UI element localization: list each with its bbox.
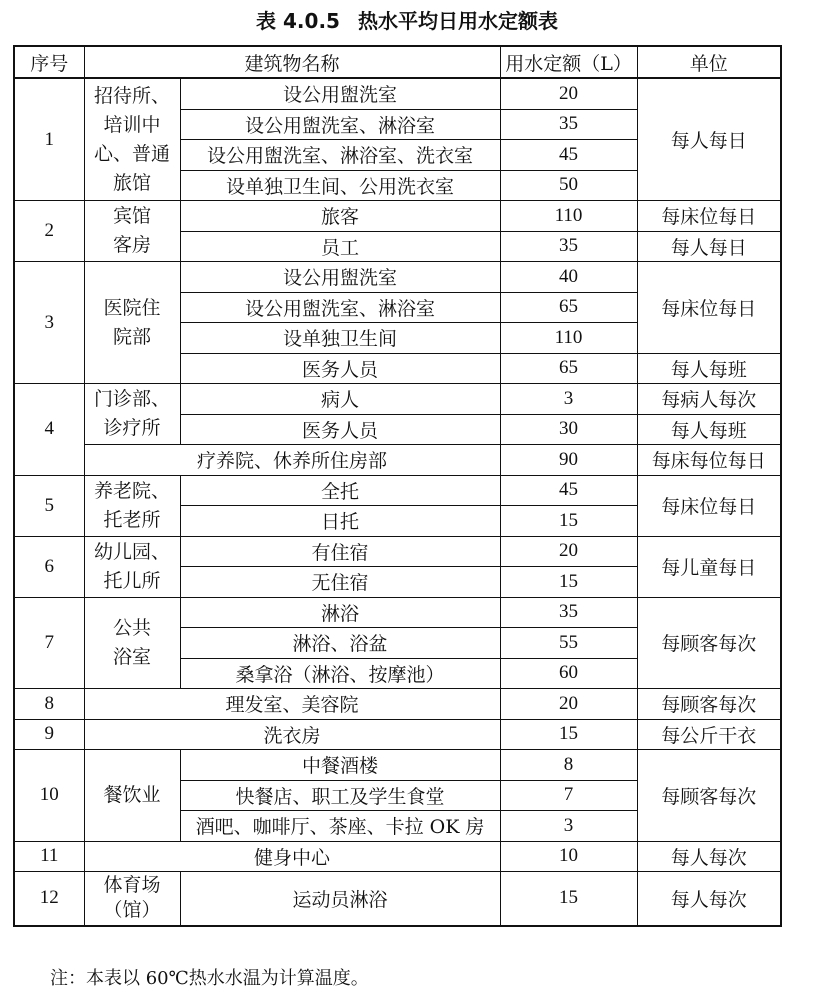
item-quota: 65 (500, 353, 637, 384)
group-no: 7 (14, 597, 84, 689)
item-quota: 15 (500, 567, 637, 598)
group-name: 幼儿园、 托儿所 (84, 536, 180, 597)
item-name: 设公用盥洗室、淋浴室 (180, 292, 500, 323)
item-quota: 40 (500, 262, 637, 293)
group-no: 9 (14, 719, 84, 750)
header-unit: 单位 (637, 46, 781, 78)
item-name: 医务人员 (180, 353, 500, 384)
item-unit: 每人每次 (637, 841, 781, 872)
group-no: 8 (14, 689, 84, 720)
item-unit: 每顾客每次 (637, 689, 781, 720)
table-row (14, 262, 781, 293)
table-row (14, 384, 781, 415)
group-no: 11 (14, 841, 84, 872)
group-name: 门诊部、 诊疗所 (84, 384, 180, 445)
item-quota: 3 (500, 811, 637, 842)
group-no: 1 (14, 78, 84, 201)
group-no: 10 (14, 750, 84, 842)
item-quota: 15 (500, 719, 637, 750)
item-name: 设单独卫生间 (180, 323, 500, 354)
header-quota: 用水定额（L） (500, 46, 637, 78)
table-row (14, 841, 781, 872)
item-name: 旅客 (180, 201, 500, 232)
item-quota: 110 (500, 201, 637, 232)
item-unit: 每顾客每次 (637, 750, 781, 842)
item-unit: 每儿童每日 (637, 536, 781, 597)
item-quota: 55 (500, 628, 637, 659)
item-quota: 35 (500, 109, 637, 140)
item-unit: 每公斤干衣 (637, 719, 781, 750)
item-unit: 每人每日 (637, 78, 781, 201)
item-name: 病人 (180, 384, 500, 415)
group-name: 招待所、 培训中 心、普通 旅馆 (84, 78, 180, 201)
item-unit: 每人每次 (637, 872, 781, 926)
table-name: 热水平均日用水定额表 (357, 9, 558, 33)
group-name: 公共 浴室 (84, 597, 180, 689)
item-name: 设公用盥洗室、淋浴室、洗衣室 (180, 140, 500, 171)
item-name: 日托 (180, 506, 500, 537)
group-no: 3 (14, 262, 84, 384)
item-quota: 50 (500, 170, 637, 201)
group-no: 4 (14, 384, 84, 476)
item-quota: 35 (500, 231, 637, 262)
table-row (14, 872, 781, 926)
header-no: 序号 (14, 46, 84, 78)
item-name: 运动员淋浴 (180, 872, 500, 926)
item-quota: 8 (500, 750, 637, 781)
table-row (14, 201, 781, 232)
table-row (14, 536, 781, 567)
item-quota: 45 (500, 475, 637, 506)
item-name: 健身中心 (84, 841, 500, 872)
item-name: 理发室、美容院 (84, 689, 500, 720)
item-quota: 45 (500, 140, 637, 171)
item-name: 设公用盥洗室、淋浴室 (180, 109, 500, 140)
item-unit: 每床位每日 (637, 262, 781, 354)
item-name: 全托 (180, 475, 500, 506)
item-quota: 15 (500, 506, 637, 537)
group-name: 餐饮业 (84, 750, 180, 842)
table-title (0, 6, 814, 36)
item-quota: 15 (500, 872, 637, 926)
table-row (14, 597, 781, 628)
item-name: 医务人员 (180, 414, 500, 445)
item-unit: 每人每日 (637, 231, 781, 262)
group-no: 6 (14, 536, 84, 597)
table-row (14, 445, 781, 476)
item-quota: 20 (500, 689, 637, 720)
item-quota: 60 (500, 658, 637, 689)
table-row (14, 689, 781, 720)
header-building: 建筑物名称 (84, 46, 500, 78)
item-quota: 35 (500, 597, 637, 628)
item-name: 设公用盥洗室 (180, 78, 500, 109)
item-unit: 每床位每日 (637, 201, 781, 232)
group-no: 2 (14, 201, 84, 262)
item-name: 无住宿 (180, 567, 500, 598)
header-row (14, 46, 781, 78)
item-quota: 20 (500, 78, 637, 109)
group-no: 5 (14, 475, 84, 536)
table-row (14, 719, 781, 750)
item-unit: 每顾客每次 (637, 597, 781, 689)
item-quota: 65 (500, 292, 637, 323)
item-unit: 每人每班 (637, 353, 781, 384)
item-name: 疗养院、休养所住房部 (84, 445, 500, 476)
item-quota: 30 (500, 414, 637, 445)
item-quota: 7 (500, 780, 637, 811)
item-name: 淋浴 (180, 597, 500, 628)
item-name: 淋浴、浴盆 (180, 628, 500, 659)
group-name: 养老院、 托老所 (84, 475, 180, 536)
item-unit: 每病人每次 (637, 384, 781, 415)
group-name: 宾馆 客房 (84, 201, 180, 262)
item-unit: 每床位每日 (637, 475, 781, 536)
group-name: 体育场 （馆） (84, 872, 180, 926)
item-name: 员工 (180, 231, 500, 262)
table-row (14, 475, 781, 506)
item-name: 快餐店、职工及学生食堂 (180, 780, 500, 811)
item-quota: 20 (500, 536, 637, 567)
table-row (14, 750, 781, 781)
item-name: 设单独卫生间、公用洗衣室 (180, 170, 500, 201)
item-name: 桑拿浴（淋浴、按摩池） (180, 658, 500, 689)
item-name: 有住宿 (180, 536, 500, 567)
table-note: 注：本表以 60℃热水水温为计算温度。 (50, 968, 369, 989)
item-quota: 10 (500, 841, 637, 872)
item-unit: 每床每位每日 (637, 445, 781, 476)
item-quota: 90 (500, 445, 637, 476)
group-no: 12 (14, 872, 84, 926)
hot-water-quota-table (13, 45, 782, 927)
item-quota: 110 (500, 323, 637, 354)
table-row (14, 78, 781, 109)
item-name: 酒吧、咖啡厅、茶座、卡拉 OK 房 (180, 811, 500, 842)
group-name: 医院住 院部 (84, 262, 180, 384)
table-number: 表 4.0.5 (256, 9, 340, 33)
item-name: 中餐酒楼 (180, 750, 500, 781)
item-name: 设公用盥洗室 (180, 262, 500, 293)
item-unit: 每人每班 (637, 414, 781, 445)
item-quota: 3 (500, 384, 637, 415)
item-name: 洗衣房 (84, 719, 500, 750)
